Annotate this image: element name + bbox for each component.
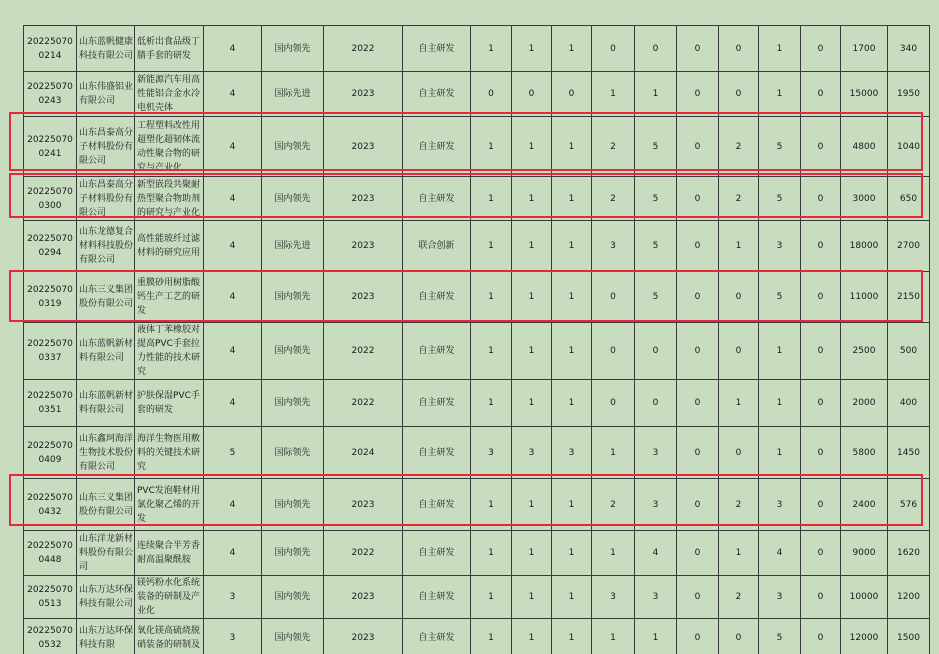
cell-c3: 1 — [552, 619, 592, 654]
cell-c8: 5 — [759, 177, 801, 221]
cell-c1: 1 — [471, 576, 512, 619]
cell-output: 576 — [888, 479, 930, 531]
table-row — [24, 272, 930, 323]
cell-invest: 18000 — [841, 221, 888, 272]
cell-c2: 1 — [512, 26, 552, 72]
cell-company: 山东三义集团股份有限公司 — [77, 479, 135, 531]
cell-c9: 0 — [801, 619, 841, 654]
cell-c5: 5 — [635, 177, 677, 221]
cell-year: 2023 — [324, 576, 403, 619]
cell-level: 4 — [204, 272, 262, 323]
cell-company: 山东伟盛铝业有限公司 — [77, 72, 135, 117]
cell-year: 2023 — [324, 272, 403, 323]
cell-year: 2022 — [324, 26, 403, 72]
cell-c4: 1 — [592, 72, 635, 117]
cell-invest: 2000 — [841, 380, 888, 427]
cell-c3: 1 — [552, 272, 592, 323]
table-row — [24, 380, 930, 427]
table-row — [24, 619, 930, 654]
cell-c1: 1 — [471, 26, 512, 72]
cell-project: 氧化镁高硫烧脱硝装备的研制及 — [135, 619, 204, 654]
table-row — [24, 72, 930, 117]
cell-project: 连续聚合半芳香耐高温聚酰胺 — [135, 531, 204, 576]
cell-year: 2023 — [324, 619, 403, 654]
cell-project: 护肤保湿PVC手套的研发 — [135, 380, 204, 427]
cell-output: 1450 — [888, 427, 930, 479]
cell-c9: 0 — [801, 117, 841, 177]
cell-level: 5 — [204, 427, 262, 479]
cell-c4: 2 — [592, 177, 635, 221]
cell-c2: 1 — [512, 619, 552, 654]
cell-c1: 1 — [471, 479, 512, 531]
cell-c4: 0 — [592, 323, 635, 380]
cell-code: 202250700243 — [24, 72, 77, 117]
cell-c4: 0 — [592, 272, 635, 323]
cell-project: 工程塑料改性用超塑化超韧体流动性聚合物的研究与产业化 — [135, 117, 204, 177]
cell-company: 山东昌泰高分子材料股份有限公司 — [77, 177, 135, 221]
cell-c2: 1 — [512, 479, 552, 531]
cell-code: 202250700432 — [24, 479, 77, 531]
cell-c3: 1 — [552, 117, 592, 177]
cell-c4: 3 — [592, 221, 635, 272]
cell-c4: 2 — [592, 479, 635, 531]
cell-company: 山东万达环保科技有限公司 — [77, 576, 135, 619]
cell-level: 3 — [204, 619, 262, 654]
cell-c5: 0 — [635, 26, 677, 72]
table-row — [24, 323, 930, 380]
cell-c6: 0 — [677, 576, 719, 619]
cell-c7: 1 — [719, 531, 759, 576]
table-body — [24, 26, 930, 654]
cell-invest: 1700 — [841, 26, 888, 72]
cell-standard: 国内领先 — [262, 531, 324, 576]
cell-project: 新能源汽车用高性能铝合金水冷电机壳体 — [135, 72, 204, 117]
table-row — [24, 221, 930, 272]
cell-level: 4 — [204, 479, 262, 531]
cell-code: 202250700409 — [24, 427, 77, 479]
cell-c5: 5 — [635, 117, 677, 177]
cell-year: 2024 — [324, 427, 403, 479]
cell-c5: 0 — [635, 380, 677, 427]
cell-output: 2150 — [888, 272, 930, 323]
cell-project: PVC发泡鞋材用氯化聚乙烯的开发 — [135, 479, 204, 531]
cell-mode: 自主研发 — [403, 531, 471, 576]
cell-year: 2023 — [324, 117, 403, 177]
cell-year: 2023 — [324, 479, 403, 531]
cell-level: 3 — [204, 576, 262, 619]
cell-standard: 国内领先 — [262, 177, 324, 221]
cell-c6: 0 — [677, 427, 719, 479]
cell-mode: 自主研发 — [403, 380, 471, 427]
cell-c3: 1 — [552, 380, 592, 427]
cell-c1: 1 — [471, 380, 512, 427]
cell-c8: 1 — [759, 323, 801, 380]
cell-year: 2022 — [324, 380, 403, 427]
cell-standard: 国际先进 — [262, 72, 324, 117]
cell-c5: 1 — [635, 619, 677, 654]
cell-c9: 0 — [801, 323, 841, 380]
cell-c6: 0 — [677, 26, 719, 72]
cell-c2: 1 — [512, 531, 552, 576]
cell-invest: 3000 — [841, 177, 888, 221]
cell-c3: 1 — [552, 221, 592, 272]
cell-standard: 国内领先 — [262, 117, 324, 177]
cell-project: 高性能玻纤过滤材料的研究应用 — [135, 221, 204, 272]
cell-c3: 1 — [552, 26, 592, 72]
cell-output: 1950 — [888, 72, 930, 117]
cell-standard: 国内领先 — [262, 576, 324, 619]
cell-c9: 0 — [801, 26, 841, 72]
cell-c3: 0 — [552, 72, 592, 117]
cell-mode: 自主研发 — [403, 323, 471, 380]
cell-c5: 1 — [635, 72, 677, 117]
cell-c8: 5 — [759, 619, 801, 654]
cell-invest: 11000 — [841, 272, 888, 323]
cell-standard: 国际先进 — [262, 221, 324, 272]
cell-project: 液体丁苯橡胶对提高PVC手套拉力性能的技术研究 — [135, 323, 204, 380]
cell-c7: 0 — [719, 619, 759, 654]
cell-c5: 4 — [635, 531, 677, 576]
cell-c9: 0 — [801, 380, 841, 427]
cell-project: 新型嵌段共聚耐热型聚合物助剂的研究与产业化 — [135, 177, 204, 221]
cell-level: 4 — [204, 323, 262, 380]
cell-c2: 1 — [512, 323, 552, 380]
cell-code: 202250700337 — [24, 323, 77, 380]
cell-mode: 自主研发 — [403, 427, 471, 479]
cell-project: 镁钙粉水化系统装备的研制及产业化 — [135, 576, 204, 619]
cell-output: 1040 — [888, 117, 930, 177]
cell-company: 山东蓝帆新材料有限公司 — [77, 323, 135, 380]
cell-c1: 1 — [471, 323, 512, 380]
cell-c9: 0 — [801, 72, 841, 117]
cell-c7: 1 — [719, 221, 759, 272]
cell-c8: 4 — [759, 531, 801, 576]
cell-mode: 联合创新 — [403, 221, 471, 272]
cell-c7: 2 — [719, 117, 759, 177]
cell-c3: 1 — [552, 323, 592, 380]
cell-invest: 9000 — [841, 531, 888, 576]
cell-c1: 1 — [471, 117, 512, 177]
cell-c5: 3 — [635, 427, 677, 479]
cell-c6: 0 — [677, 221, 719, 272]
cell-code: 202250700241 — [24, 117, 77, 177]
cell-code: 202250700300 — [24, 177, 77, 221]
cell-mode: 自主研发 — [403, 117, 471, 177]
cell-mode: 自主研发 — [403, 26, 471, 72]
cell-c2: 1 — [512, 117, 552, 177]
cell-c6: 0 — [677, 177, 719, 221]
cell-c6: 0 — [677, 72, 719, 117]
cell-c2: 0 — [512, 72, 552, 117]
cell-c9: 0 — [801, 479, 841, 531]
cell-c8: 1 — [759, 72, 801, 117]
cell-c7: 0 — [719, 272, 759, 323]
cell-invest: 15000 — [841, 72, 888, 117]
cell-mode: 自主研发 — [403, 72, 471, 117]
cell-c7: 0 — [719, 26, 759, 72]
cell-c5: 0 — [635, 323, 677, 380]
table-row — [24, 26, 930, 72]
cell-year: 2023 — [324, 177, 403, 221]
table-row — [24, 531, 930, 576]
cell-c9: 0 — [801, 531, 841, 576]
cell-invest: 12000 — [841, 619, 888, 654]
cell-c3: 3 — [552, 427, 592, 479]
cell-c9: 0 — [801, 221, 841, 272]
cell-company: 山东万达环保科技有限 — [77, 619, 135, 654]
cell-c9: 0 — [801, 576, 841, 619]
cell-code: 202250700448 — [24, 531, 77, 576]
cell-c6: 0 — [677, 272, 719, 323]
cell-c7: 0 — [719, 323, 759, 380]
cell-c9: 0 — [801, 427, 841, 479]
cell-invest: 2400 — [841, 479, 888, 531]
cell-c7: 2 — [719, 479, 759, 531]
cell-standard: 国内领先 — [262, 479, 324, 531]
cell-c5: 5 — [635, 221, 677, 272]
cell-project: 重膜砂用树脂酸钙生产工艺的研发 — [135, 272, 204, 323]
cell-c1: 0 — [471, 72, 512, 117]
cell-code: 202250700532 — [24, 619, 77, 654]
cell-c4: 1 — [592, 531, 635, 576]
cell-year: 2022 — [324, 531, 403, 576]
cell-c3: 1 — [552, 531, 592, 576]
cell-c1: 1 — [471, 272, 512, 323]
cell-year: 2023 — [324, 221, 403, 272]
cell-level: 4 — [204, 117, 262, 177]
cell-output: 1200 — [888, 576, 930, 619]
cell-company: 山东三义集团股份有限公司 — [77, 272, 135, 323]
cell-c4: 0 — [592, 26, 635, 72]
cell-output: 1620 — [888, 531, 930, 576]
cell-level: 4 — [204, 531, 262, 576]
cell-output: 400 — [888, 380, 930, 427]
cell-c8: 5 — [759, 117, 801, 177]
cell-mode: 自主研发 — [403, 177, 471, 221]
cell-mode: 自主研发 — [403, 576, 471, 619]
cell-c8: 3 — [759, 479, 801, 531]
cell-mode: 自主研发 — [403, 272, 471, 323]
cell-company: 山东蓝帆新材料有限公司 — [77, 380, 135, 427]
cell-standard: 国内领先 — [262, 272, 324, 323]
cell-code: 202250700513 — [24, 576, 77, 619]
cell-standard: 国内领先 — [262, 380, 324, 427]
cell-output: 2700 — [888, 221, 930, 272]
table-row — [24, 177, 930, 221]
cell-c6: 0 — [677, 479, 719, 531]
cell-c1: 1 — [471, 531, 512, 576]
cell-company: 山东蓝帆健康科技有限公司 — [77, 26, 135, 72]
cell-c9: 0 — [801, 177, 841, 221]
cell-c6: 0 — [677, 619, 719, 654]
cell-c1: 3 — [471, 427, 512, 479]
cell-mode: 自主研发 — [403, 479, 471, 531]
cell-company: 山东洋龙新材料股份有限公司 — [77, 531, 135, 576]
cell-c7: 0 — [719, 72, 759, 117]
cell-c2: 1 — [512, 576, 552, 619]
cell-standard: 国际领先 — [262, 427, 324, 479]
cell-c8: 5 — [759, 272, 801, 323]
cell-c2: 1 — [512, 272, 552, 323]
cell-c5: 3 — [635, 479, 677, 531]
cell-c4: 1 — [592, 427, 635, 479]
cell-c6: 0 — [677, 323, 719, 380]
cell-invest: 2500 — [841, 323, 888, 380]
cell-c7: 2 — [719, 576, 759, 619]
cell-invest: 10000 — [841, 576, 888, 619]
cell-c3: 1 — [552, 479, 592, 531]
cell-project: 低析出食品级丁腈手套的研发 — [135, 26, 204, 72]
cell-output: 500 — [888, 323, 930, 380]
cell-c3: 1 — [552, 177, 592, 221]
cell-c6: 0 — [677, 380, 719, 427]
cell-mode: 自主研发 — [403, 619, 471, 654]
cell-c4: 3 — [592, 576, 635, 619]
cell-c1: 1 — [471, 619, 512, 654]
cell-company: 山东昌泰高分子材料股份有限公司 — [77, 117, 135, 177]
cell-c5: 5 — [635, 272, 677, 323]
cell-c2: 1 — [512, 177, 552, 221]
cell-level: 4 — [204, 221, 262, 272]
project-table — [23, 25, 930, 654]
cell-level: 4 — [204, 72, 262, 117]
cell-c1: 1 — [471, 177, 512, 221]
cell-output: 340 — [888, 26, 930, 72]
cell-c6: 0 — [677, 531, 719, 576]
cell-code: 202250700294 — [24, 221, 77, 272]
cell-c9: 0 — [801, 272, 841, 323]
cell-c4: 0 — [592, 380, 635, 427]
cell-c8: 3 — [759, 221, 801, 272]
table-row — [24, 479, 930, 531]
cell-level: 4 — [204, 177, 262, 221]
cell-code: 202250700214 — [24, 26, 77, 72]
cell-output: 650 — [888, 177, 930, 221]
cell-c6: 0 — [677, 117, 719, 177]
table-row — [24, 427, 930, 479]
cell-c8: 1 — [759, 26, 801, 72]
cell-year: 2022 — [324, 323, 403, 380]
cell-code: 202250700351 — [24, 380, 77, 427]
cell-c4: 1 — [592, 619, 635, 654]
cell-output: 1500 — [888, 619, 930, 654]
cell-c8: 1 — [759, 427, 801, 479]
cell-c7: 2 — [719, 177, 759, 221]
cell-c8: 3 — [759, 576, 801, 619]
cell-standard: 国内领先 — [262, 26, 324, 72]
cell-company: 山东鑫珂海洋生物技术股份有限公司 — [77, 427, 135, 479]
cell-standard: 国内领先 — [262, 619, 324, 654]
cell-c2: 3 — [512, 427, 552, 479]
table-row — [24, 576, 930, 619]
table-row — [24, 117, 930, 177]
cell-code: 202250700319 — [24, 272, 77, 323]
cell-c2: 1 — [512, 221, 552, 272]
cell-c7: 1 — [719, 380, 759, 427]
cell-standard: 国内领先 — [262, 323, 324, 380]
cell-invest: 4800 — [841, 117, 888, 177]
cell-invest: 5800 — [841, 427, 888, 479]
cell-c8: 1 — [759, 380, 801, 427]
cell-c7: 0 — [719, 427, 759, 479]
cell-c1: 1 — [471, 221, 512, 272]
cell-level: 4 — [204, 380, 262, 427]
cell-c4: 2 — [592, 117, 635, 177]
cell-company: 山东龙德复合材料科技股份有限公司 — [77, 221, 135, 272]
cell-level: 4 — [204, 26, 262, 72]
cell-year: 2023 — [324, 72, 403, 117]
cell-project: 海洋生物医用敷料的关键技术研究 — [135, 427, 204, 479]
cell-c5: 3 — [635, 576, 677, 619]
cell-c3: 1 — [552, 576, 592, 619]
cell-c2: 1 — [512, 380, 552, 427]
